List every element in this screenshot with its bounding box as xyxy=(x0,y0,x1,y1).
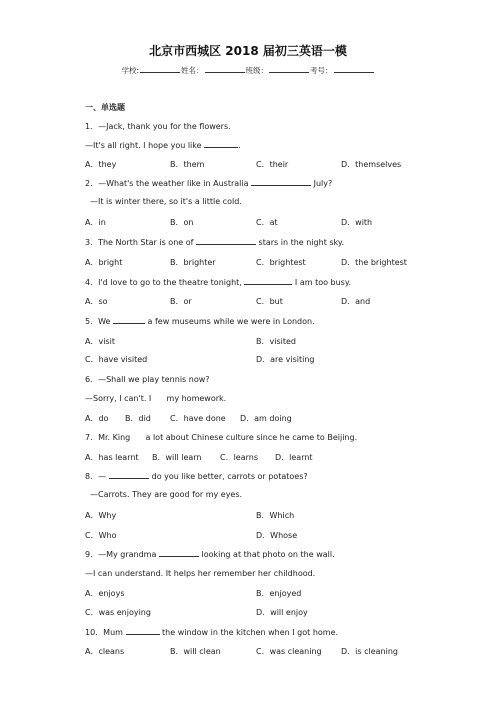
name-field[interactable] xyxy=(205,65,245,73)
option[interactable]: B．on xyxy=(170,218,194,227)
option[interactable]: A．Why xyxy=(85,511,117,520)
question-5: 5．We a few museums while we were in London. xyxy=(85,317,315,326)
option[interactable]: C．was cleaning xyxy=(256,647,322,656)
option[interactable]: D．am doing xyxy=(240,414,292,423)
option[interactable]: A．cleans xyxy=(85,647,125,656)
question-6: 6．—Shall we play tennis now? xyxy=(85,375,210,384)
option[interactable]: B．did xyxy=(125,414,151,423)
option[interactable]: C．have done xyxy=(170,414,226,423)
option[interactable]: C．have visited xyxy=(85,355,148,364)
question-1: 1．—Jack, thank you for the flowers. xyxy=(85,122,231,131)
student-info-line xyxy=(0,65,496,76)
option[interactable]: B．brighter xyxy=(170,258,216,267)
option[interactable]: B．or xyxy=(170,297,192,306)
option[interactable]: A．do xyxy=(85,414,109,423)
question-7: 7．Mr. King a lot about Chinese culture since he came to Beijing. xyxy=(85,433,358,442)
school-field[interactable] xyxy=(140,65,180,73)
option[interactable]: C．was enjoying xyxy=(85,608,151,617)
option[interactable]: D．themselves xyxy=(341,160,402,169)
question-1-reply: —It's all right. I hope you like . xyxy=(85,141,241,150)
option[interactable]: D．with xyxy=(341,218,373,227)
option[interactable]: D．the brightest xyxy=(341,258,407,267)
question-6-reply: —Sorry, I can't. I my homework. xyxy=(85,394,227,403)
option[interactable]: A．visit xyxy=(85,337,115,346)
option[interactable]: C．brightest xyxy=(256,258,306,267)
section-heading: 一、单选题 xyxy=(85,103,125,112)
option[interactable]: C．but xyxy=(256,297,283,306)
class-field[interactable] xyxy=(269,65,309,73)
option[interactable]: A．in xyxy=(85,218,106,227)
option[interactable]: D．Whose xyxy=(256,531,298,540)
question-4: 4．I'd love to go to the theatre tonight, I am too busy. xyxy=(85,278,351,287)
exam-no-field[interactable] xyxy=(334,65,374,73)
option[interactable]: C．their xyxy=(256,160,289,169)
question-3: 3．The North Star is one of stars in the night sky. xyxy=(85,238,345,247)
option[interactable]: C．learns xyxy=(220,453,259,462)
option[interactable]: D．are visiting xyxy=(256,355,315,364)
question-8: 8．— do you like better, carrots or potatoes? xyxy=(85,472,308,481)
question-8-reply: —Carrots. They are good for my eyes. xyxy=(90,490,243,499)
name-label: 姓名： xyxy=(181,66,204,75)
option[interactable]: A．they xyxy=(85,160,117,169)
page-title: 北京市西城区 2018 届初三英语一模 xyxy=(149,44,347,58)
option[interactable]: B．enjoyed xyxy=(256,589,302,598)
question-2: 2．—What's the weather like in Australia July? xyxy=(85,179,333,188)
question-9: 9．—My grandma looking at that photo on the wall. xyxy=(85,550,335,559)
option[interactable]: A．bright xyxy=(85,258,123,267)
exam-no-label: 考号： xyxy=(310,66,333,75)
option[interactable]: C．at xyxy=(256,218,278,227)
option[interactable]: D．is cleaning xyxy=(341,647,398,656)
question-9-reply: —I can understand. It helps her remember her childhood. xyxy=(85,569,316,578)
option[interactable]: C．Who xyxy=(85,531,117,540)
option[interactable]: A．has learnt xyxy=(85,453,139,462)
option[interactable]: B．visited xyxy=(256,337,296,346)
option[interactable]: B．will clean xyxy=(170,647,221,656)
class-label: 班级： xyxy=(245,66,269,75)
option[interactable]: D．learnt xyxy=(275,453,313,462)
question-2-reply: —It is winter there, so it's a little cold. xyxy=(90,197,242,206)
school-label: 学校: xyxy=(121,66,140,75)
option[interactable]: D．will enjoy xyxy=(256,608,308,617)
option[interactable]: A．so xyxy=(85,297,108,306)
option[interactable]: B．Which xyxy=(256,511,295,520)
option[interactable]: B．will learn xyxy=(152,453,202,462)
option[interactable]: B．them xyxy=(170,160,205,169)
question-10: 10．Mum the window in the kitchen when I got home. xyxy=(85,628,339,637)
option[interactable]: D．and xyxy=(341,297,371,306)
option[interactable]: A．enjoys xyxy=(85,589,125,598)
